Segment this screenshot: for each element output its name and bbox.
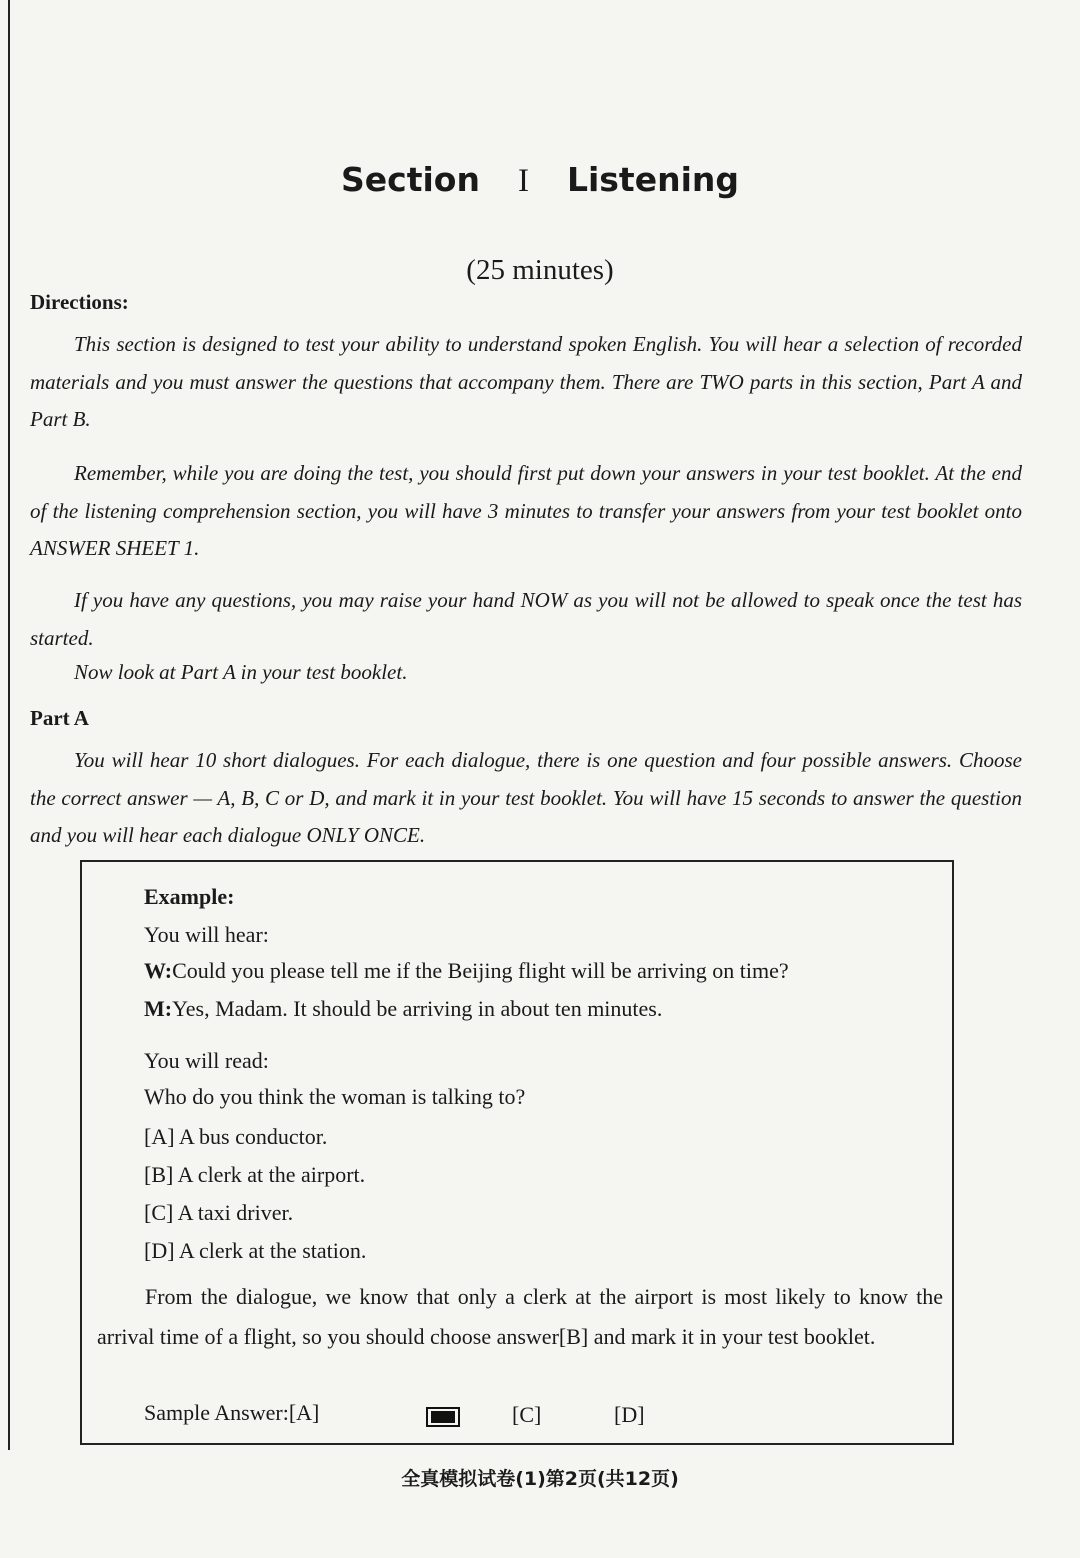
option-text: A clerk at the station. (178, 1238, 367, 1263)
option-a (144, 1124, 327, 1150)
example-label: Example: (144, 884, 235, 909)
directions-label: Directions: (30, 290, 129, 314)
dialogue-woman (144, 958, 789, 984)
option-letter: [C] (144, 1200, 174, 1225)
example-question: Who do you think the woman is talking to? (144, 1084, 526, 1109)
speaker-w: W: (144, 958, 173, 983)
section-number: I (517, 163, 529, 199)
man-line: Yes, Madam. It should be arriving in about ten minutes. (172, 996, 663, 1021)
example-explanation: From the dialogue, we know that only a clerk at the airport is most likely to know the arrival time of a flight, so you should choose answer[B] and mark it in your test booklet. (97, 1284, 943, 1349)
option-d (144, 1238, 366, 1264)
part-a-label: Part A (30, 706, 89, 730)
section-name: Listening (566, 160, 740, 199)
sample-option-d: [D] (614, 1402, 645, 1427)
you-will-hear: You will hear: (144, 922, 269, 947)
sample-option-c: [C] (512, 1402, 542, 1427)
filled-answer-mark (426, 1407, 460, 1427)
section-title (0, 160, 1080, 200)
dialogue-man (144, 996, 662, 1022)
option-letter: [B] (144, 1162, 174, 1187)
option-text: A bus conductor. (178, 1124, 328, 1149)
option-letter: [D] (144, 1238, 175, 1263)
option-text: A taxi driver. (177, 1200, 294, 1225)
speaker-m: M: (144, 996, 173, 1021)
example-box (80, 860, 954, 1445)
directions-paragraph-1: This section is designed to test your ability to understand spoken English. You will hear a selection of recorded materials and you must answer the questions that accompany them. There are TWO parts in this section, Part A and Part B. (30, 332, 1022, 431)
directions-paragraph-4: Now look at Part A in your test booklet. (74, 660, 408, 684)
sample-option-a: [A] (288, 1400, 320, 1425)
directions-paragraph-2: Remember, while you are doing the test, you should first put down your answers in your test booklet. At the end of the listening comprehension section, you will have 3 minutes to transfer your answers from your test booklet onto ANSWER SHEET 1. (30, 461, 1022, 560)
page-footer: 全真模拟试卷(1)第2页(共12页) (401, 1468, 679, 1490)
sample-answer-label: Sample Answer: (144, 1400, 289, 1425)
woman-line: Could you please tell me if the Beijing flight will be arriving on time? (172, 958, 789, 983)
option-b (144, 1162, 365, 1188)
you-will-read: You will read: (144, 1048, 269, 1073)
option-c (144, 1200, 293, 1226)
sample-answer (144, 1400, 319, 1426)
option-letter: [A] (144, 1124, 175, 1149)
option-text: A clerk at the airport. (177, 1162, 366, 1187)
directions-paragraph-3: If you have any questions, you may raise your hand NOW as you will not be allowed to speak once the test has started. (30, 588, 1022, 650)
part-a-instructions: You will hear 10 short dialogues. For each dialogue, there is one question and four possible answers. Choose the correct answer — A, B, C or D, and mark it in your test booklet. You will have 15 seconds to answer the question and you will hear each dialogue ONLY ONCE. (30, 748, 1022, 847)
section-duration: (25 minutes) (466, 254, 614, 286)
section-word: Section (340, 160, 480, 199)
left-margin-rule (8, 0, 10, 1450)
